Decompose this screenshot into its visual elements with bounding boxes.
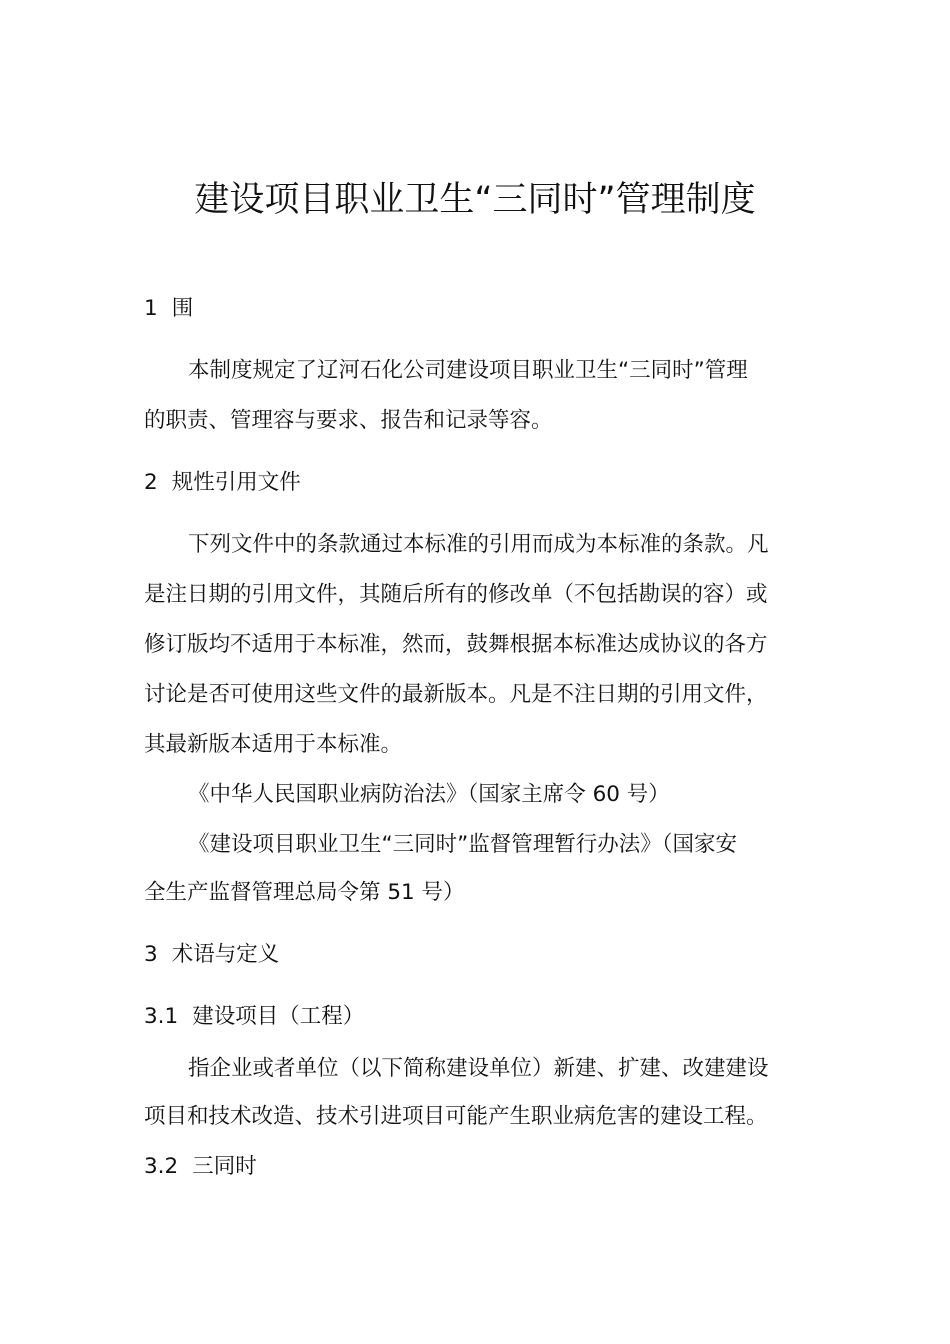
section-title: 建设项目（工程） [192,1004,365,1029]
section-number: 2 [144,470,158,495]
section-heading-2 [144,468,301,498]
reference-line: 《建设项目职业卫生“三同时”监督管理暂行办法》（国家安 [188,832,738,857]
section-title: 规性引用文件 [171,470,301,495]
section-heading-3 [144,940,279,970]
section-title: 术语与定义 [171,942,280,967]
paragraph-line: 修订版均不适用于本标准，然而，鼓舞根据本标准达成协议的各方 [144,632,768,657]
reference-line: 《中华人民国职业病防治法》（国家主席令 60 号） [188,782,670,807]
section-number: 3.2 [144,1154,179,1179]
paragraph-line: 是注日期的引用文件，其随后所有的修改单（不包括勘误的容）或 [144,582,768,607]
section-heading-3-1 [144,1002,364,1032]
document-title: 建设项目职业卫生“三同时”管理制度 [194,180,756,220]
paragraph-line: 其最新版本适用于本标准。 [144,732,403,757]
section-heading-3-2 [144,1152,257,1182]
section-title: 三同时 [192,1154,257,1179]
paragraph-line: 指企业或者单位（以下简称建设单位）新建、扩建、改建建设 [188,1056,769,1081]
section-number: 3.1 [144,1004,179,1029]
paragraph-line: 下列文件中的条款通过本标准的引用而成为本标准的条款。凡 [188,532,769,557]
reference-line: 全生产监督管理总局令第 51 号） [144,880,465,905]
section-heading-1 [144,294,193,324]
paragraph-line: 讨论是否可使用这些文件的最新版本。凡是不注日期的引用文件， [144,682,768,707]
section-number: 1 [144,296,158,321]
paragraph-line: 的职责、管理容与要求、报告和记录等容。 [144,408,553,433]
section-title: 围 [171,296,194,321]
paragraph-line: 项目和技术改造、技术引进项目可能产生职业病危害的建设工程。 [144,1104,768,1129]
paragraph-line: 本制度规定了辽河石化公司建设项目职业卫生“三同时”管理 [188,358,748,383]
section-number: 3 [144,942,158,967]
